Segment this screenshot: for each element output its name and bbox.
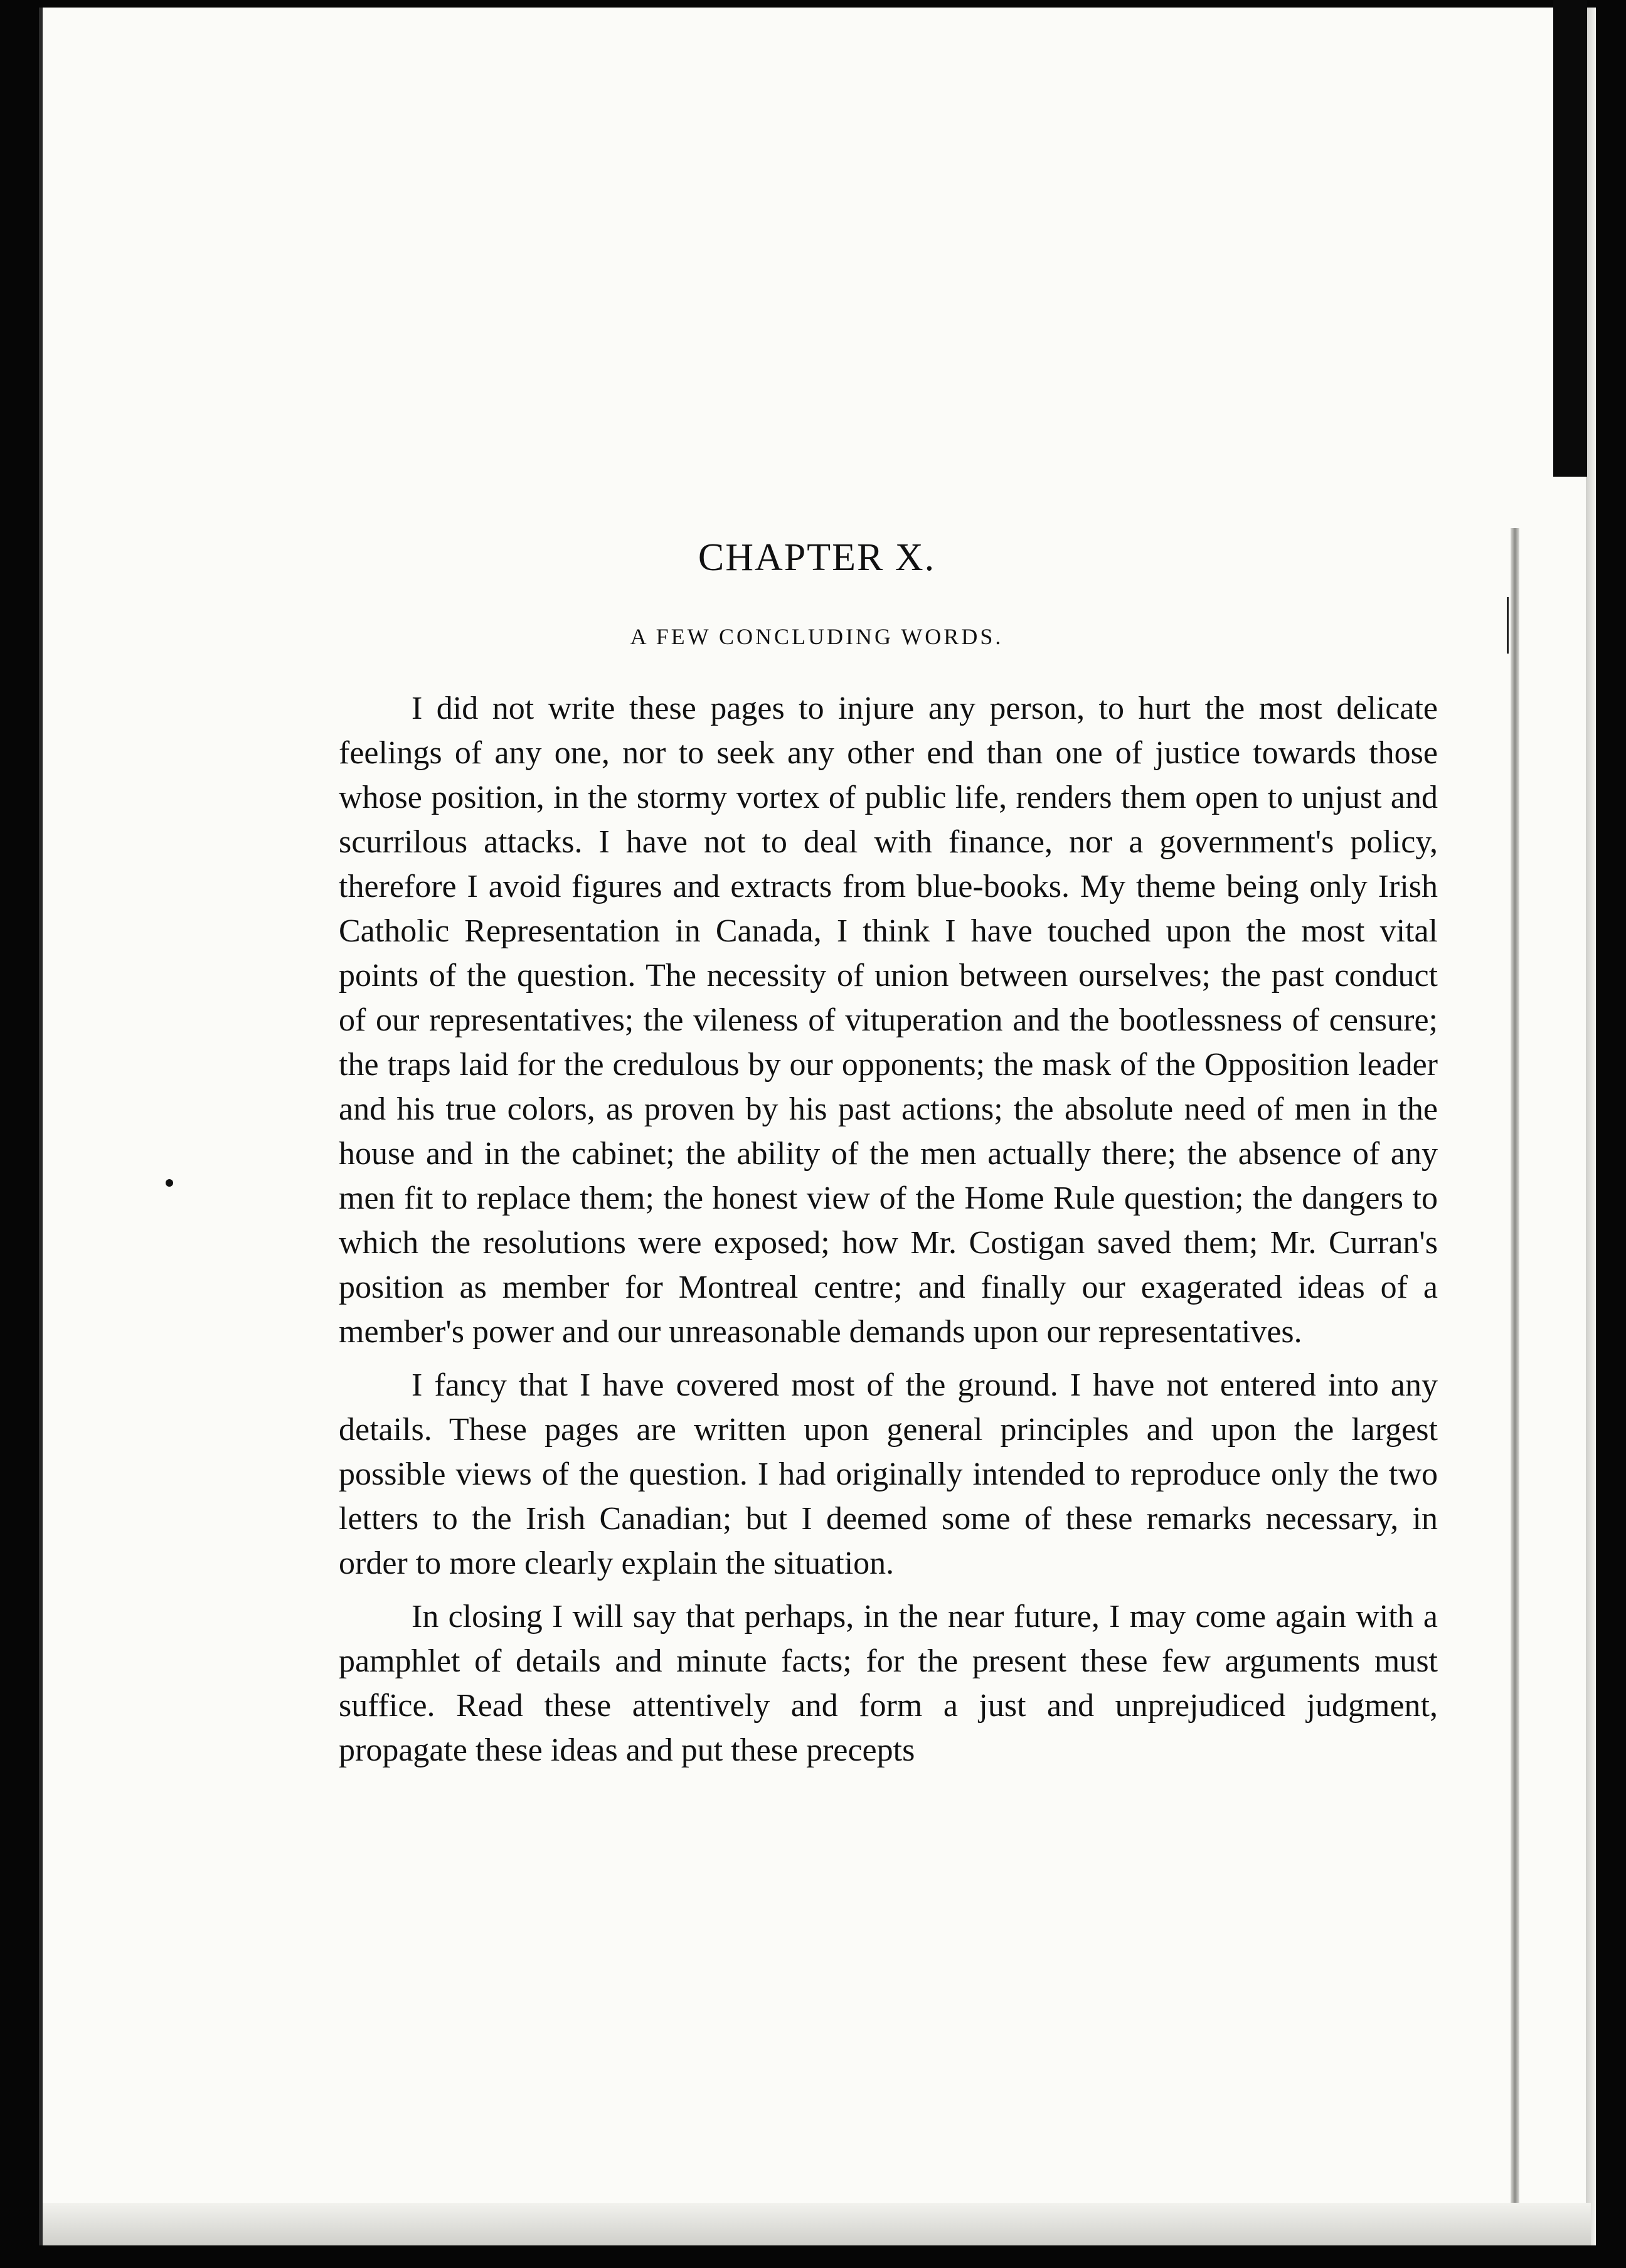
page-gutter [1511,528,1519,2234]
chapter-title: CHAPTER X. [698,536,936,579]
paragraph: I did not write these pages to injure any person, to hurt the most delicate feelings of any one, nor to seek any other end than one of justice towards those whose position, in the stormy vortex of public life, renders them open to unjust and scurrilous attacks. I have not to deal with finance, nor a government's policy, therefore I avoid figures and extracts from blue-books. My theme being only Irish Catholic Representation in Canada, I think I have touched upon the most vital points of the question. The necessity of union between ourselves; the past conduct of our representatives; the vileness of vituperation and the bootlessness of censure; the traps laid for the credulous by our opponents; the mask of the Opposition leader and his true colors, as proven by his past actions; the absolute need of men in the house and in the cabinet; the ability of the men actually there; the absence of any men fit to replace them; the honest view of the Home Rule question; the dangers to which the resolutions were exposed; how Mr. Costigan saved them; Mr. Curran's position as member for Montreal centre; and finally our exagerated ideas of a member's power and our unreasonable demands upon our representatives. [339,691,1438,1350]
chapter-body [339,686,1438,1781]
paragraph: In closing I will say that perhaps, in the near future, I may come again with a pamphlet of details and minute facts; for the present these few arguments must suffice. Read these attentively and form a just and unprejudiced judgment, propagate these ideas and put these precepts [339,1599,1438,1768]
ink-speck [166,1179,173,1187]
page-bottom-edge [43,2203,1591,2245]
chapter-subtitle: A FEW CONCLUDING WORDS. [630,624,1004,649]
page-edge [1586,8,1596,2245]
book-page [39,8,1591,2245]
paragraph: I fancy that I have covered most of the ground. I have not entered into any details. These pages are written upon general principles and upon the largest possible views of the question. I had originally intended to reproduce only the two letters to the Irish Canadian; but I deemed some of these remarks necessary, in order to more clearly explain the situation. [339,1367,1438,1581]
scan-border [1553,0,1587,477]
